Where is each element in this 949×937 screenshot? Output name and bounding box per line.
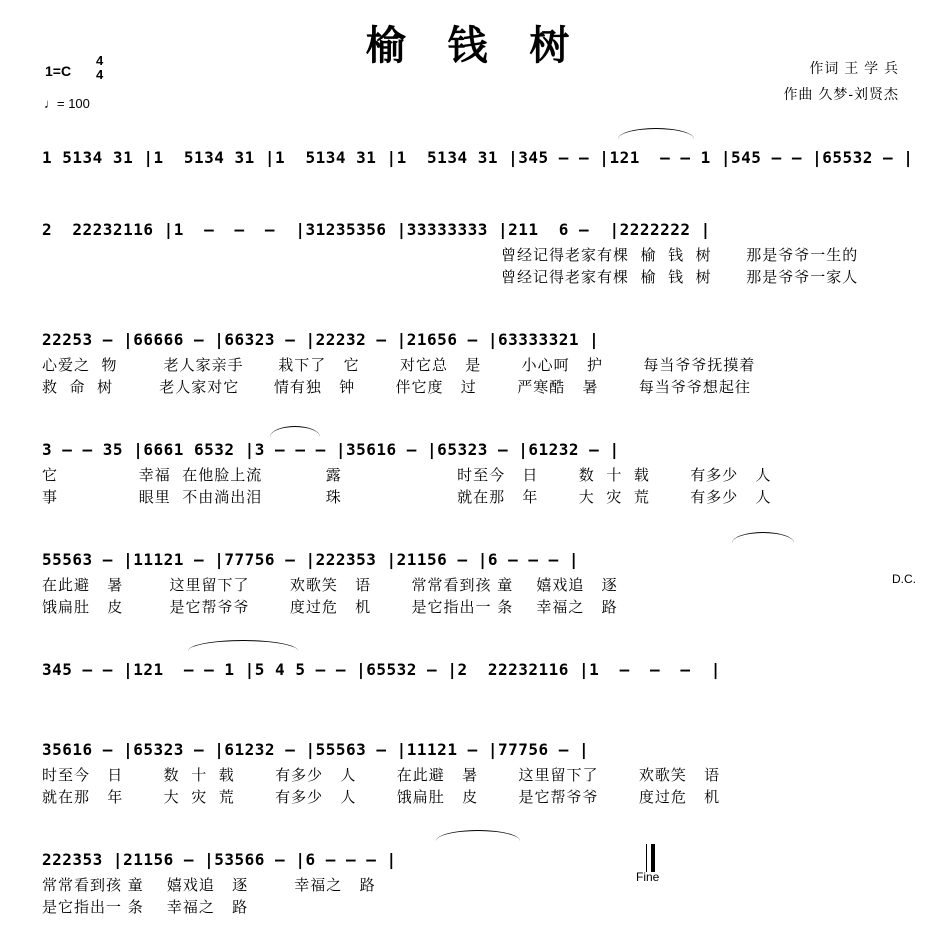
score-row (38, 658, 906, 684)
score-row (38, 548, 916, 616)
lyricist-credit: 作词 王 学 兵 (809, 60, 899, 76)
fine-marking: Fine (636, 870, 660, 884)
notation-line: 22253 — |66666 — |66323 — |22232 — |21656 — |63333321 | (42, 330, 600, 349)
song-title: 榆 钱 树 (365, 23, 584, 69)
lyric-line-2: 是它指出一 条 幸福之 路 (42, 898, 249, 916)
key-signature: 1=C (45, 63, 72, 79)
score-row (38, 738, 906, 806)
lyric-line-1: 它 幸福 在他脸上流 露 时至今 日 数 十 载 有多少 人 (42, 466, 772, 484)
lyric-line-2: 饿扁肚 皮 是它帮爷爷 度过危 机 是它指出一 条 幸福之 路 (42, 598, 618, 616)
slur (618, 128, 694, 139)
lyric-line-2: 曾经记得老家有棵 榆 钱 树 那是爷爷一家人 (501, 268, 859, 286)
lyric-line-2: 就在那 年 大 灾 荒 有多少 人 饿扁肚 皮 是它帮爷爷 度过危 机 (42, 788, 721, 806)
notation-line: 345 — — |121 — — 1 |5 4 5 — — |65532 — |2 22232116 |1 — — — | (42, 660, 721, 679)
composer-credit: 作曲 久梦-刘贤杰 (783, 86, 899, 102)
lyric-line-1: 曾经记得老家有棵 榆 钱 树 那是爷爷一生的 (501, 246, 859, 264)
lyric-line-1: 时至今 日 数 十 载 有多少 人 在此避 暑 这里留下了 欢歌笑 语 (42, 766, 721, 784)
score-row (38, 218, 906, 286)
notation-line: 3 — — 35 |6661 6532 |3 — — — |35616 — |65323 — |61232 — | (42, 440, 620, 459)
notation-line: 222353 |21156 — |53566 — |6 — — — | (42, 850, 397, 869)
score-row (38, 848, 906, 916)
slur (188, 640, 298, 651)
lyric-line-2: 事 眼里 不由淌出泪 珠 就在那 年 大 灾 荒 有多少 人 (42, 488, 772, 506)
slur (436, 830, 520, 841)
notation-line: 35616 — |65323 — |61232 — |55563 — |11121 — |77756 — | (42, 740, 590, 759)
score-row (38, 438, 906, 506)
time-signature (96, 54, 103, 82)
lyric-line-1: 在此避 暑 这里留下了 欢歌笑 语 常常看到孩 童 嬉戏追 逐 (42, 576, 618, 594)
slur (732, 532, 794, 543)
score-row (38, 146, 914, 172)
score-row (38, 328, 906, 396)
meter-bottom: 4 (96, 67, 104, 82)
dc-marking: D.C. (892, 572, 916, 586)
notation-line: 1 5134 31 |1 5134 31 |1 5134 31 |1 5134 31 |345 — — |121 — — 1 |545 — — |65532 — | (42, 148, 914, 167)
lyric-line-2: 救 命 树 老人家对它 情有独 钟 伴它度 过 严寒酷 暑 每当爷爷想起往 (42, 378, 751, 396)
tempo-marking: ♩= 100 (44, 96, 90, 111)
lyric-line-1: 常常看到孩 童 嬉戏追 逐 幸福之 路 (42, 876, 376, 894)
slur (270, 426, 320, 437)
final-barline (646, 844, 655, 872)
notation-line: 2 22232116 |1 — — — |31235356 |33333333 |211 6 — |2222222 | (42, 220, 711, 239)
lyric-line-1: 心爱之 物 老人家亲手 栽下了 它 对它总 是 小心呵 护 每当爷爷抚摸着 (42, 356, 756, 374)
meter-top: 4 (96, 53, 104, 68)
notation-line: 55563 — |11121 — |77756 — |222353 |21156 — |6 — — — | (42, 550, 580, 569)
